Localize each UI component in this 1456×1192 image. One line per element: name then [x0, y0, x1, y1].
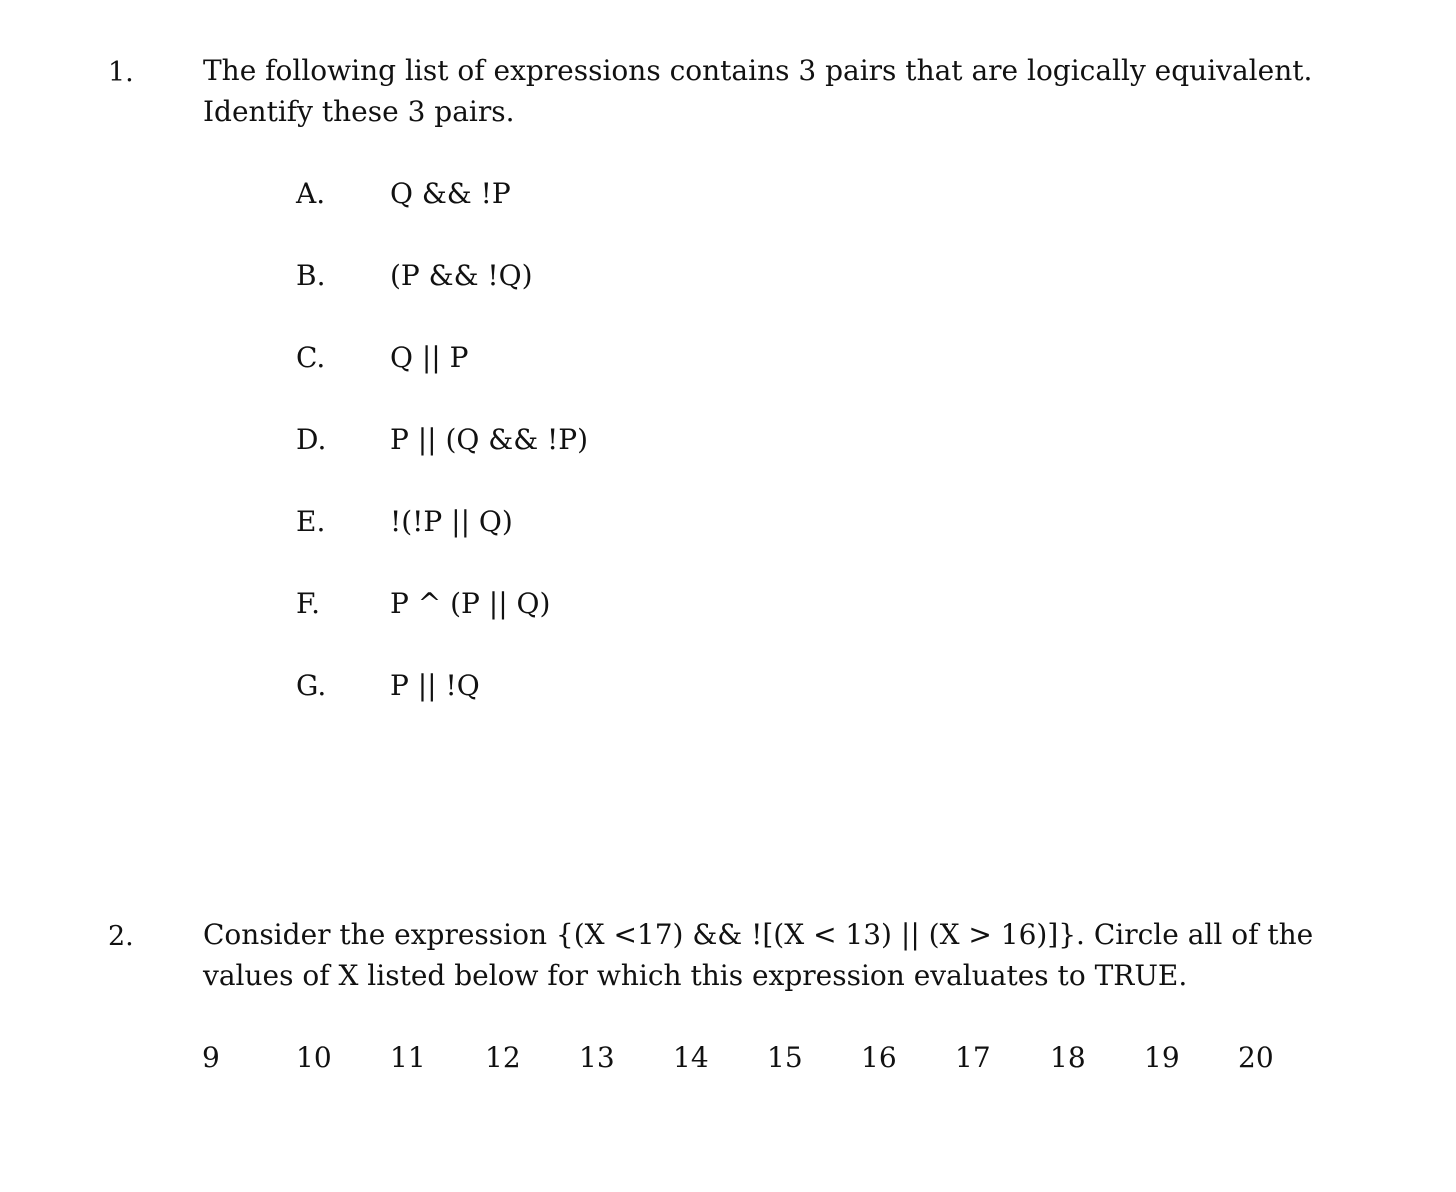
question-text-line-1: The following list of expressions contains 3 pairs that are logically equivalent.: [203, 54, 1313, 87]
option-expression: P || (Q && !P): [390, 423, 589, 456]
option-letter: G.: [296, 669, 327, 702]
option-letter: D.: [296, 423, 327, 456]
option-expression: Q && !P: [390, 177, 511, 210]
option-letter: C.: [296, 341, 326, 374]
option-letter: E.: [296, 505, 326, 538]
option-expression: Q || P: [390, 341, 469, 374]
value-choice[interactable]: 13: [579, 1041, 615, 1074]
value-choice[interactable]: 20: [1238, 1041, 1274, 1074]
option-letter: F.: [296, 587, 320, 620]
value-choice[interactable]: 11: [390, 1041, 426, 1074]
question-number: 2.: [108, 921, 134, 952]
value-choice[interactable]: 18: [1050, 1041, 1086, 1074]
option-letter: B.: [296, 259, 326, 292]
option-expression: (P && !Q): [390, 259, 533, 292]
value-choice[interactable]: 10: [296, 1041, 332, 1074]
question-number: 1.: [108, 57, 134, 88]
value-choice[interactable]: 14: [673, 1041, 709, 1074]
value-choice[interactable]: 19: [1144, 1041, 1180, 1074]
value-choice[interactable]: 12: [485, 1041, 521, 1074]
value-choice[interactable]: 15: [767, 1041, 803, 1074]
option-expression: P || !Q: [390, 669, 480, 702]
option-expression: P ^ (P || Q): [390, 587, 551, 620]
value-choice[interactable]: 16: [861, 1041, 897, 1074]
option-expression: !(!P || Q): [390, 505, 513, 538]
value-choice[interactable]: 9: [202, 1041, 220, 1074]
question-text-line-2: values of X listed below for which this expression evaluates to TRUE.: [203, 959, 1188, 992]
value-choice[interactable]: 17: [955, 1041, 991, 1074]
option-letter: A.: [296, 177, 326, 210]
question-text-line-2: Identify these 3 pairs.: [203, 95, 515, 128]
question-text-line-1: Consider the expression {(X <17) && ![(X < 13) || (X > 16)]}. Circle all of the: [203, 918, 1314, 951]
